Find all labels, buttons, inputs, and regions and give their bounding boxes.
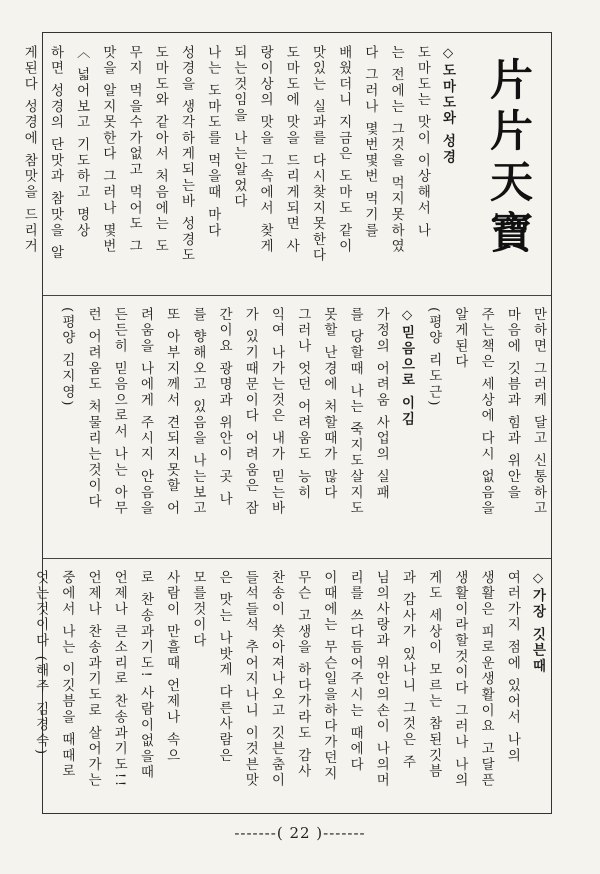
article-victory-by-faith	[43, 307, 551, 549]
text-column: 사람이 만흘때 언제나 속으	[164, 570, 180, 764]
article-heading: ◇믿음으로 이김	[398, 307, 415, 428]
text-column: 배웠더니 지금은 도마도 같이	[336, 45, 352, 255]
text-column: 생활은 피로운생활이요 고달픈	[478, 570, 494, 789]
page-number: -------( 22 )-------	[234, 824, 366, 842]
text-column: 나는 도마도를 먹을때 마다	[205, 45, 221, 239]
text-column: 못할 난경에 처할때가 많다	[321, 307, 337, 501]
text-column: 은 맛는 나밧게 다른사람은	[216, 570, 232, 764]
text-column: 들석들석 추어지나니 이것븐맛	[242, 570, 258, 789]
text-column: 〈 넓어보고 기도하고 명상	[74, 45, 90, 239]
text-column: 가정의 어려움 사업의 실패	[373, 307, 389, 501]
article-heading: ◇가장 깃븐때	[530, 570, 546, 675]
text-column: 도마도와 같아서 처음에는 도	[152, 45, 168, 255]
text-column: 마음에 깃븜과 힘과 위안을	[504, 307, 520, 501]
text-column: 언제나 찬송과기도로 살어가는	[85, 570, 101, 789]
text-column: 무슨 고생을 하다가라도 감사	[295, 570, 311, 780]
text-column: 되는것임을 나는알었다	[231, 45, 247, 210]
text-column: 런 어려움도 처물리는것이다	[85, 307, 101, 510]
text-column: 맛을 알지못한다 그러나 몇번	[100, 45, 116, 255]
text-column: 도마도에 맛을 드리게되면 사	[283, 45, 299, 255]
text-column: 랑이상의 맛을 그속에서 찾게	[257, 45, 273, 255]
page-frame	[21, 32, 552, 814]
text-column: 도마도는 맛이 이상해서 나	[414, 45, 430, 239]
text-column: 엇는것이다 (해주 김경숙)	[33, 570, 49, 757]
text-column: 찬송이 쏫아져나오고 깃븐춤이	[268, 570, 284, 789]
text-column: 게도 세상이 모르는 참된깃븜	[426, 570, 442, 780]
article-tomato-and-bible	[21, 45, 461, 285]
text-column: 그러나 엇던 어려움도 능히	[295, 307, 311, 501]
text-column: 모를것이다	[190, 570, 206, 649]
page-title: 片片天寶	[483, 57, 533, 261]
article-heading: ◇도마도와 성경	[440, 45, 456, 166]
text-column: 이때에는 무슨일을하다가던지	[321, 570, 337, 783]
text-column: 생활이라할것이다 그러나 나의	[452, 570, 468, 789]
text-column: 게된다 성경에 참맛을 드리거	[21, 45, 37, 255]
text-column: 무지 먹을수가없고 먹어도 그	[126, 45, 142, 255]
article-most-joyful-time	[33, 570, 551, 812]
text-column: 리를 쓰다듬어주시는 때에다	[347, 570, 363, 773]
text-column: 중에서 나는 이깃븜을 때때로	[59, 570, 75, 780]
section-divider	[43, 558, 551, 559]
text-column: 님의사랑과 위안의손이 나의머	[373, 570, 389, 789]
text-column: 주는책은 세상에 다시 없음을	[478, 307, 494, 517]
text-column: 하면 성경의 단맛과 참맛을 알	[47, 45, 63, 262]
text-column: 를 향해오고 있음을 나는보고	[190, 307, 206, 517]
text-column: 만하면 그러케 달고 신통하고	[531, 307, 546, 517]
text-column: 가 있기때문이다 어려움은 잠	[242, 307, 258, 517]
text-column: 언제나 큰소리로 찬송과기도!!	[111, 570, 127, 789]
text-column: 여러가지 점에 있어서 나의	[504, 570, 520, 764]
text-column: 익여 나가는것은 내가 믿는바	[268, 307, 284, 517]
text-column: 를 당할때 나는 죽지도살지도	[347, 307, 363, 517]
text-column: 맛있는 실과를 다시찾지못한다	[309, 45, 325, 264]
text-column: 간이요 광명과 위안이 곳 나	[216, 307, 232, 508]
text-column: 또 아부지께서 견되지못할 어	[164, 307, 180, 517]
text-column: 로 찬송과기도! 사람이없을때	[137, 570, 153, 781]
text-column: 과 감사가 있나니 그것은 주	[399, 570, 415, 771]
section-divider	[43, 295, 551, 296]
text-column: 알게된다	[452, 307, 468, 371]
text-column: 다 그러나 몇번몇번 먹기를	[362, 45, 378, 239]
text-column: 는 전에는 그것을 먹지못하였	[388, 45, 404, 255]
text-column: 려움을 나에게 주시지 안음을	[137, 307, 153, 517]
text-column: 성경을 생각하게되는바 성경도	[178, 45, 194, 264]
text-column: 든든히 믿음으로서 나는 아무	[111, 307, 127, 517]
author-credit: (평양 리도근)	[426, 307, 442, 408]
author-credit: (평양 김지영)	[59, 307, 75, 408]
